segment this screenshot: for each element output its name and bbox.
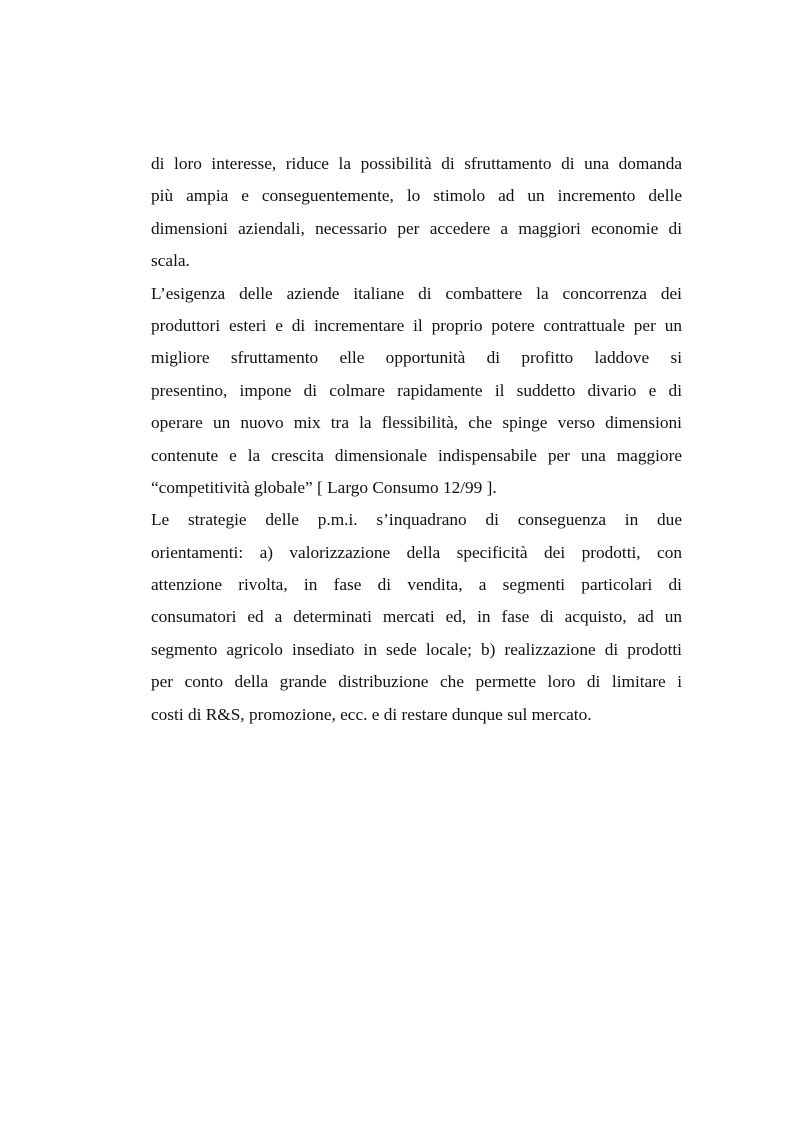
text-line: segmento agricolo insediato in sede locale; b) realizzazione di prodotti (151, 639, 682, 659)
text-line: operare un nuovo mix tra la flessibilità, che spinge verso dimensioni (151, 413, 682, 433)
paragraph-3 (151, 504, 682, 731)
text-line: costi di R&S, promozione, ecc. e di restare dunque sul mercato. (151, 704, 592, 724)
text-line: dimensioni aziendali, necessario per accedere a maggiori economie di (151, 218, 682, 238)
text-line: produttori esteri e di incrementare il proprio potere contrattuale per un (151, 315, 682, 335)
text-line: migliore sfruttamento elle opportunità di profitto laddove si (151, 348, 682, 368)
text-line: presentino, impone di colmare rapidamente il suddetto divario e di (151, 380, 682, 400)
text-line: Le strategie delle p.m.i. s’inquadrano di conseguenza in due (151, 510, 682, 530)
text-line: attenzione rivolta, in fase di vendita, a segmenti particolari di (151, 575, 682, 595)
text-line: più ampia e conseguentemente, lo stimolo ad un incremento delle (151, 186, 682, 206)
text-line: per conto della grande distribuzione che permette loro di limitare i (151, 672, 682, 692)
text-line: L’esigenza delle aziende italiane di combattere la concorrenza dei (151, 283, 682, 303)
paragraph-2 (151, 278, 682, 505)
body-text (151, 148, 682, 731)
text-line: consumatori ed a determinati mercati ed, in fase di acquisto, ad un (151, 607, 682, 627)
text-line: “competitività globale” [ Largo Consumo 12/99 ]. (151, 477, 497, 497)
text-line: scala. (151, 251, 190, 271)
text-line: di loro interesse, riduce la possibilità di sfruttamento di una domanda (151, 154, 682, 173)
text-line: orientamenti: a) valorizzazione della specificità dei prodotti, con (151, 542, 682, 562)
paragraph-1 (151, 148, 682, 278)
text-line: contenute e la crescita dimensionale indispensabile per una maggiore (151, 445, 682, 465)
